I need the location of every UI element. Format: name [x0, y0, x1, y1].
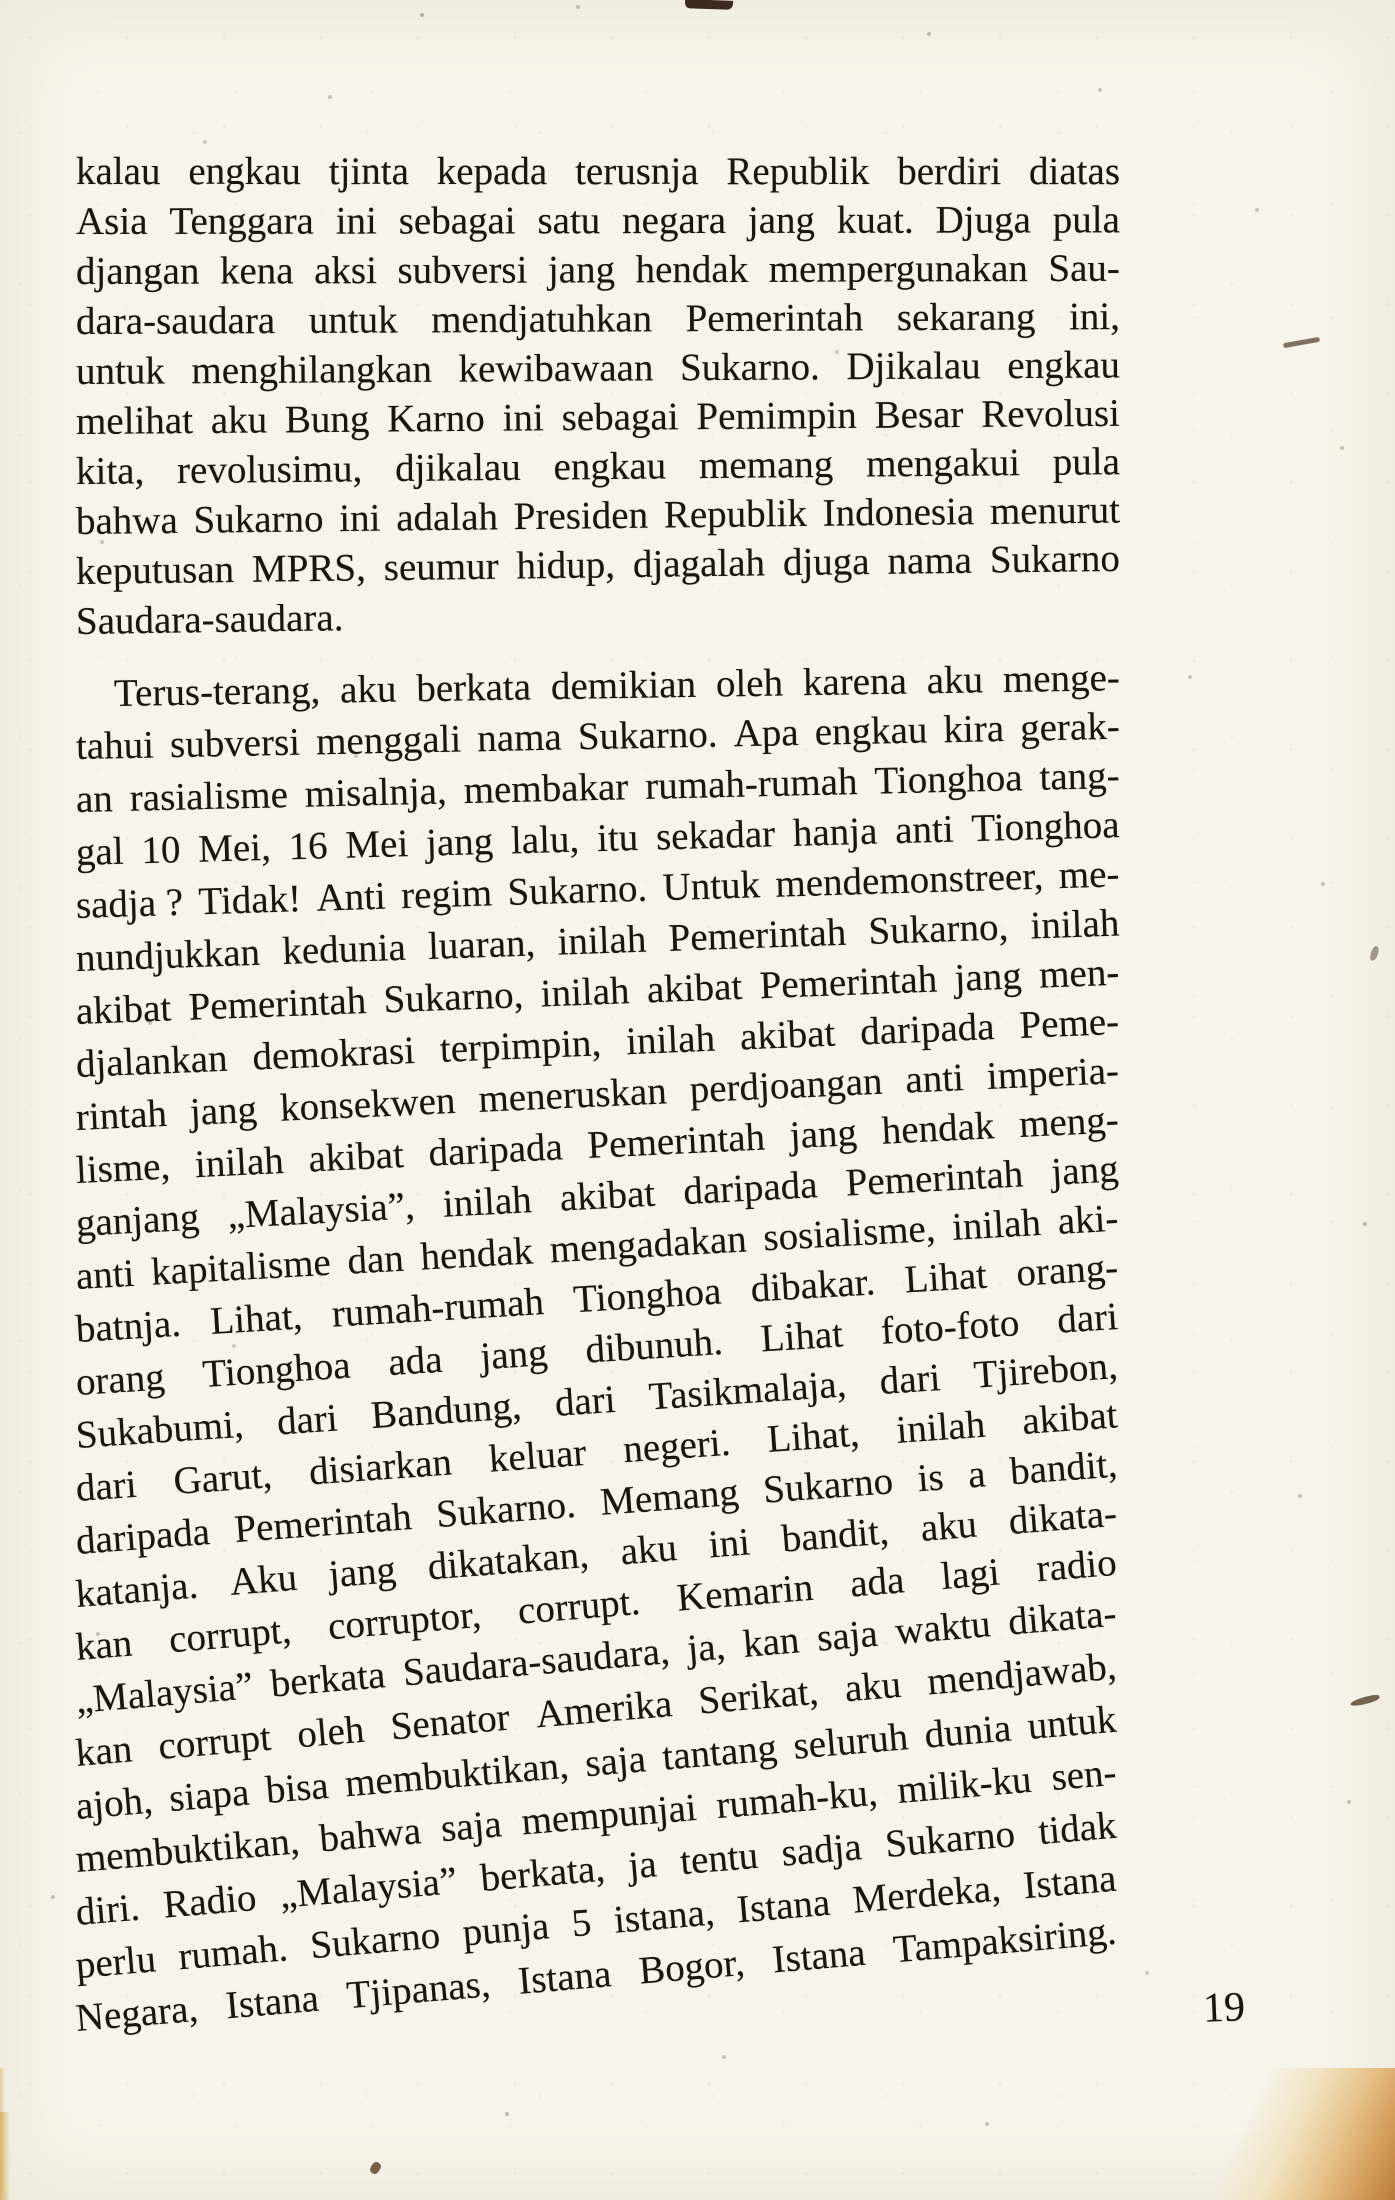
- text-line: kan corrupt oleh Senator Amerika Serikat, aku mendjawab,: [74, 1644, 1119, 1775]
- page-corner-curl: [1170, 2068, 1395, 2200]
- text-line: kita, revolusimu, djikalau engkau memang mengakui pula: [75, 440, 1121, 493]
- text-line: daripada Pemerintah Sukarno. Memang Sukarno is a bandit,: [74, 1442, 1119, 1563]
- text-line: batnja. Lihat, rumah-rumah Tionghoa dibakar. Lihat orang-: [74, 1245, 1120, 1351]
- text-line: membuktikan, bahwa saja mempunjai rumah-ku, milik-ku sen-: [74, 1750, 1118, 1881]
- text-line: djalankan demokrasi terpimpin, inilah akibat daripada Peme-: [75, 999, 1120, 1086]
- text-line: kalau engkau tjinta kepada terusnja Republik berdiri diatas: [76, 150, 1120, 193]
- text-line: gal 10 Mei, 16 Mei jang lalu, itu sekadar hanja anti Tionghoa: [75, 803, 1121, 874]
- text-line: Terus-terang, aku berkata demikian oleh karena aku menge-: [113, 656, 1121, 715]
- text-line: tahui subversi menggali nama Sukarno. Apa engkau kira gerak-: [75, 704, 1121, 768]
- paper-specks: [0, 0, 2, 2]
- text-line: rintah jang konsekwen meneruskan perdjoangan anti imperia-: [74, 1049, 1120, 1139]
- text-line: Sukabumi, dari Bandung, dari Tasikmalaja, dari Tjirebon,: [74, 1344, 1119, 1457]
- page-edge-bottom-left: [0, 2112, 10, 2200]
- text-line: anti kapitalisme dan hendak mengadakan sosialisme, inilah aki-: [74, 1196, 1120, 1298]
- text-line: orang Tionghoa ada jang dibunuh. Lihat foto-foto dari: [74, 1294, 1120, 1404]
- scan-smudge-top: [685, 0, 733, 10]
- text-line: ganjang „Malaysia”, inilah akibat daripada Pemerintah jang: [74, 1147, 1120, 1245]
- text-line: an rasialisme misalnja, membakar rumah-rumah Tionghoa tang-: [75, 753, 1121, 821]
- text-line: Negara, Istana Tjipanas, Istana Bogor, Istana Tampaksiring.: [74, 1909, 1118, 2040]
- text-line: Saudara-saudara.: [75, 596, 344, 643]
- text-line: dara-saudara untuk mendjatuhkan Pemerintah sekarang ini,: [75, 295, 1121, 343]
- text-line: dari Garut, disiarkan keluar negeri. Lihat, inilah akibat: [74, 1393, 1119, 1510]
- text-line: untuk menghilangkan kewibawaan Sukarno. Djikalau engkau: [75, 343, 1121, 393]
- text-line: Asia Tenggara ini sebagai satu negara jang kuat. Djuga pula: [75, 198, 1120, 243]
- text-line: bahwa Sukarno ini adalah Presiden Republik Indonesia menurut: [75, 488, 1121, 543]
- text-line: katanja. Aku jang dikatakan, aku ini bandit, aku dikata-: [74, 1491, 1119, 1616]
- text-line: diri. Radio „Malaysia” berkata, ja tentu sadja Sukarno tidak: [74, 1803, 1118, 1934]
- text-line: keputusan MPRS, seumur hidup, djagalah djuga nama Sukarno: [75, 536, 1121, 593]
- text-line: sadja ? Tidak! Anti regim Sukarno. Untuk mendemonstreer, me-: [75, 852, 1121, 927]
- text-line: perlu rumah. Sukarno punja 5 istana, Istana Merdeka, Istana: [74, 1856, 1118, 1987]
- text-line: akibat Pemerintah Sukarno, inilah akibat Pemerintah jang men-: [75, 950, 1121, 1033]
- page-number: 19: [1202, 1984, 1246, 2032]
- text-line: kan corrupt, corruptor, corrupt. Kemarin ada lagi radio: [74, 1540, 1119, 1669]
- text-line: nundjukkan kedunia luaran, inilah Pemerintah Sukarno, inilah: [75, 901, 1120, 980]
- text-line: lisme, inilah akibat daripada Pemerintah jang hendak meng-: [74, 1098, 1120, 1192]
- text-line: „Malaysia” berkata Saudara-saudara, ja, kan saja waktu dikata-: [74, 1591, 1118, 1722]
- page-edge-bottom-left-2: [0, 2068, 5, 2114]
- text-line: ajoh, siapa bisa membuktikan, saja tantang seluruh dunia untuk: [74, 1697, 1118, 1828]
- text-line: djangan kena aksi subversi jang hendak mempergunakan Sau-: [75, 246, 1120, 293]
- text-line: melihat aku Bung Karno ini sebagai Pemimpin Besar Revolusi: [75, 391, 1121, 443]
